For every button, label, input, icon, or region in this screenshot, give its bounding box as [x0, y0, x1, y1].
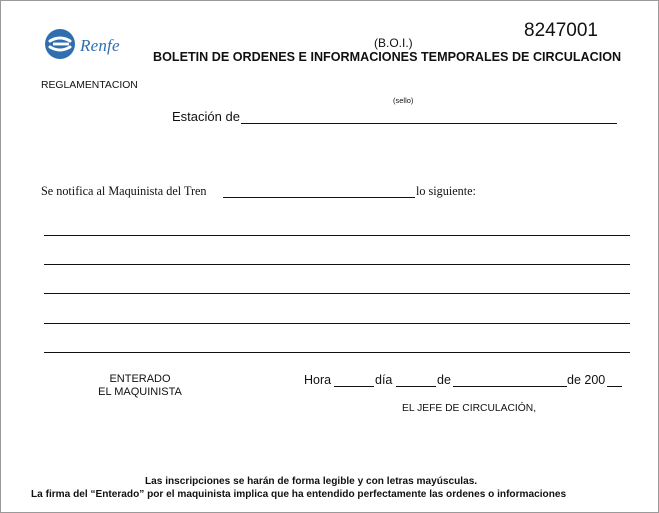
station-label: Estación de	[172, 109, 240, 124]
month-field[interactable]	[453, 386, 567, 387]
notification-lead: Se notifica al Maquinista del Tren	[41, 184, 207, 198]
form-title: BOLETIN DE ORDENES E INFORMACIONES TEMPORALES DE CIRCULACION	[153, 50, 622, 64]
notification-line-5[interactable]	[44, 352, 630, 353]
year-label: de 200	[567, 373, 606, 387]
notification-line-3[interactable]	[44, 293, 630, 294]
footer-note-1: Las inscripciones se harán de forma legible y con letras mayúsculas.	[145, 476, 478, 487]
notification-tail: lo siguiente:	[416, 184, 476, 198]
notification-line-2[interactable]	[44, 264, 630, 265]
notification-line-1[interactable]	[44, 235, 630, 236]
form-abbreviation: (B.O.I.)	[374, 36, 413, 50]
station-field[interactable]	[241, 123, 617, 124]
train-number-field[interactable]	[223, 197, 415, 198]
seal-label: (sello)	[393, 96, 414, 105]
renfe-logo-icon	[44, 28, 76, 60]
footer-note-2: La firma del “Enterado” por el maquinista implica que ha entendido perfectamente las ordenes o informaciones	[31, 489, 567, 500]
renfe-logo	[44, 28, 134, 62]
section-label: REGLAMENTACION	[41, 80, 138, 91]
day-label: día	[375, 373, 393, 387]
acknowledgement-line-1: ENTERADO	[109, 373, 171, 385]
brand-name: Renfe	[80, 36, 120, 55]
chief-signature-label: EL JEFE DE CIRCULACIÓN,	[402, 403, 537, 414]
serial-number: 8247001	[524, 20, 598, 41]
acknowledgement-label	[82, 373, 198, 399]
hour-field[interactable]	[334, 386, 374, 387]
notification-line-4[interactable]	[44, 323, 630, 324]
hour-label: Hora	[304, 373, 332, 387]
acknowledgement-line-2: EL MAQUINISTA	[98, 386, 182, 398]
day-field[interactable]	[396, 386, 436, 387]
year-field[interactable]	[607, 386, 622, 387]
month-of-label: de	[437, 373, 451, 387]
